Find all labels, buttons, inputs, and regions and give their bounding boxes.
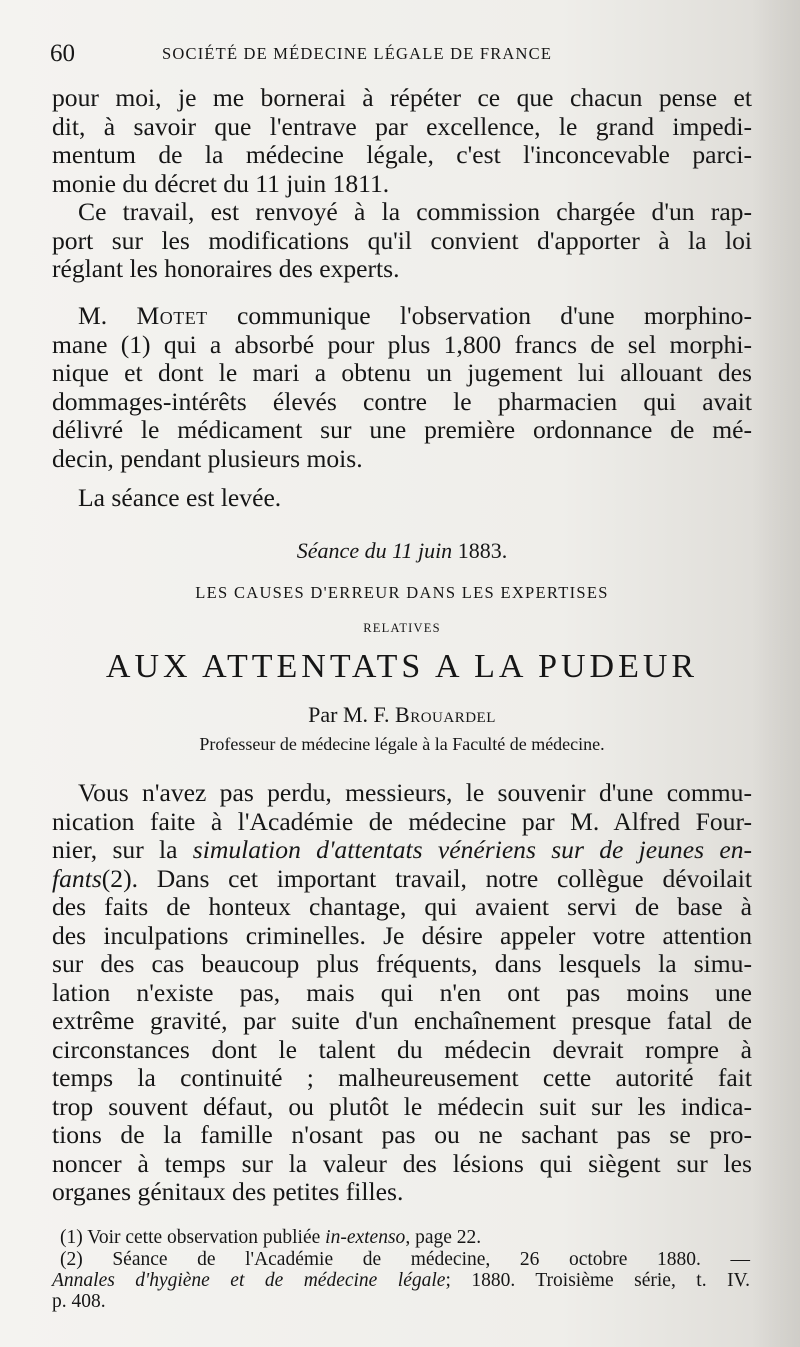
- text-fragment: (2). Dans cet important travail, notre collègue dévoilait: [101, 863, 752, 893]
- text-line: Vous n'avez pas perdu, messieurs, le souvenir d'une commu-: [78, 778, 752, 807]
- text-line: dommages-intérêts élevés contre le pharmacien qui avait: [52, 386, 752, 416]
- italic-fragment: fants: [52, 863, 102, 893]
- paragraph-2: [52, 198, 752, 284]
- session-day: 11 juin: [392, 538, 453, 563]
- text-fragment: , page 22.: [405, 1227, 482, 1248]
- session-label: Séance du: [296, 538, 387, 563]
- text-line: délivré le médicament sur une première ordonnance de mé-: [52, 415, 752, 444]
- text-line: réglant les honoraires des experts.: [52, 254, 400, 283]
- text-line: noncer à temps sur la valeur des lésions qui siègent sur les: [52, 1148, 752, 1178]
- text-line: nique et dont le mari a obtenu un jugement lui allouant des: [52, 358, 752, 387]
- text-line: [60, 1227, 750, 1248]
- italic-fragment: in-extenso: [325, 1227, 406, 1248]
- session-year: 1883.: [457, 538, 508, 563]
- text-line: La séance est levée.: [78, 483, 282, 512]
- session-date: [52, 538, 752, 564]
- article-title: AUX ATTENTATS A LA PUDEUR: [105, 648, 699, 685]
- text-line: lation n'existe pas, mais qui n'en ont pas moins une: [52, 977, 752, 1007]
- text-line: dit, à savoir que l'entrave par excellence, le grand impedi-: [52, 111, 752, 141]
- text-line: mane (1) qui a absorbé pour plus 1,800 francs de sel morphi-: [52, 329, 752, 359]
- text-line: circonstances dont le talent du médecin devrait rompre à: [52, 1034, 752, 1064]
- text-fragment: communique l'observation d'une morphino-: [236, 301, 752, 330]
- italic-fragment: simulation d'attentats vénériens sur de jeunes en-: [192, 835, 753, 864]
- running-title: SOCIÉTÉ DE MÉDECINE LÉGALE DE FRANCE: [162, 44, 553, 63]
- author-name: Brouardel: [395, 702, 496, 727]
- text-line: monie du décret du 11 juin 1811.: [52, 168, 390, 198]
- speaker-prefix: M.: [78, 301, 108, 330]
- text-line: tions de la famille n'osant pas ou ne sachant pas se pro-: [52, 1120, 752, 1149]
- author-prefix: Par M. F.: [308, 702, 390, 727]
- text-line: [52, 865, 752, 894]
- article-author: [52, 702, 752, 728]
- text-line: extrême gravité, par suite d'un enchaînement presque fatal de: [52, 1006, 752, 1035]
- text-line: p. 408.: [52, 1291, 106, 1312]
- page-header: [50, 40, 750, 70]
- text-fragment: (1) Voir cette observation publiée: [60, 1227, 321, 1248]
- text-line: trop souvent défaut, ou plutôt le médecin suit sur les indica-: [52, 1091, 752, 1121]
- text-line: [52, 836, 752, 865]
- page-number: 60: [50, 40, 75, 67]
- text-line: [52, 302, 752, 331]
- italic-fragment: Annales d'hygiène et de médecine légale: [52, 1270, 446, 1291]
- article-relatives: RELATIVES: [363, 621, 441, 635]
- text-line: pour moi, je me bornerai à répéter ce que chacun pense et: [52, 83, 752, 112]
- text-line: port sur les modifications qu'il convient d'apporter à la loi: [52, 225, 752, 255]
- paragraph-3: [52, 302, 752, 473]
- text-fragment: ; 1880. Troisième série, t. IV.: [445, 1270, 751, 1291]
- text-line: decin, pendant plusieurs mois.: [52, 443, 363, 473]
- text-line: Ce travail, est renvoyé à la commission chargée d'un rap-: [78, 197, 752, 226]
- text-line: mentum de la médecine légale, c'est l'inconcevable parci-: [52, 140, 752, 169]
- speaker-name: Motet: [136, 301, 208, 330]
- text-line: (2) Séance de l'Académie de médecine, 26 octobre 1880. —: [60, 1249, 750, 1270]
- article-subtitle: LES CAUSES D'ERREUR DANS LES EXPERTISES: [195, 583, 609, 602]
- footnote-2: [52, 1249, 751, 1312]
- text-line: organes génitaux des petites filles.: [52, 1177, 404, 1206]
- paragraph-4: [52, 484, 752, 513]
- text-line: nication faite à l'Académie de médecine par M. Alfred Four-: [52, 806, 752, 836]
- author-affiliation: Professeur de médecine légale à la Faculté de médecine.: [199, 734, 605, 754]
- footnote-1: [60, 1227, 750, 1248]
- text-line: des faits de honteux chantage, qui avaient servi de base à: [52, 892, 752, 921]
- show-through-edge: [752, 0, 800, 1347]
- paragraph-1: [52, 84, 752, 198]
- paragraph-5: [52, 779, 752, 1207]
- text-line: temps la continuité ; malheureusement cette autorité fait: [52, 1063, 752, 1092]
- text-line: [52, 1270, 750, 1291]
- text-fragment: nier, sur la: [52, 835, 178, 864]
- text-line: des inculpations criminelles. Je désire appeler votre attention: [52, 920, 752, 950]
- text-line: sur des cas beaucoup plus fréquents, dans lesquels la simu-: [52, 949, 752, 978]
